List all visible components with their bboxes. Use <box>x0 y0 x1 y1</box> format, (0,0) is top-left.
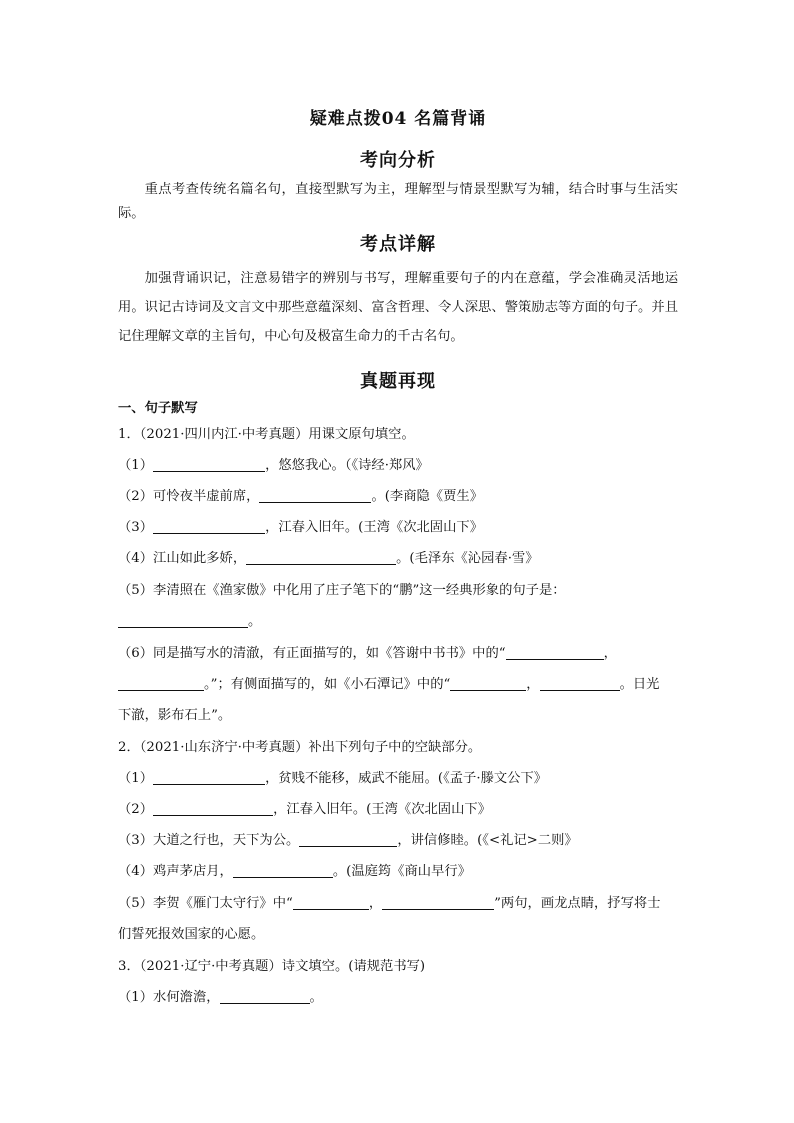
section-title-detail: 考点详解 <box>360 234 436 255</box>
q1-item-3: （3） ，江春入旧年。(王湾《次北固山下》 <box>118 520 483 535</box>
answer-blank[interactable] <box>246 549 396 565</box>
answer-blank[interactable] <box>220 988 310 1004</box>
section-title-analysis: 考向分析 <box>360 150 436 171</box>
answer-blank[interactable] <box>118 675 204 691</box>
q1-item-4: （4）江山如此多娇， 。(毛泽东《沁园春·雪》 <box>118 551 539 566</box>
q2-item-3: （3）大道之行也，天下为公。 ，讲信修睦。(《<礼记>二则》 <box>118 833 578 848</box>
q2-item-5: （5）李贺《雁门太守行》中“ ， ”两句，画龙点睛，抒写将士 <box>118 896 661 911</box>
answer-blank[interactable] <box>233 862 333 878</box>
q2-item-4: （4）鸡声茅店月， 。(温庭筠《商山早行》 <box>118 864 471 879</box>
analysis-paragraph: 重点考查传统名篇名句，直接型默写为主，理解型与情景型默写为辅，结合时事与生活实际。 <box>118 182 678 221</box>
q1-item-2: （2）可怜夜半虚前席， 。(李商隐《贾生》 <box>118 489 483 504</box>
answer-blank[interactable] <box>153 769 265 785</box>
answer-blank[interactable] <box>153 456 265 472</box>
q1-item-1: （1） ，悠悠我心。（《诗经·郑风》 <box>118 458 429 473</box>
q2-item-2: （2） ，江春入旧年。(王湾《次北固山下》 <box>118 802 491 817</box>
q3-item-1: （1）水何澹澹， 。 <box>118 990 323 1005</box>
answer-blank[interactable] <box>153 800 273 816</box>
q1-item-6-continued: 。”；有侧面描写的，如《小石潭记》中的“ ， 。日光 <box>118 675 678 695</box>
answer-blank[interactable] <box>506 644 604 660</box>
part-title-sentence-dictation: 一、句子默写 <box>118 401 198 416</box>
answer-blank[interactable] <box>259 487 371 503</box>
detail-paragraph: 加强背诵识记，注意易错字的辨别与书写，理解重要句子的内在意蕴，学会准确灵活地运用。识记古诗词及文言文中那些意蕴深刻、富含哲理、令人深思、警策励志等方面的句子。并且记住理解文章的主旨句，中心句及极富生命力的千古名句。 <box>118 271 678 344</box>
question-1-stem: 1．（2021·四川内江·中考真题）用课文原句填空。 <box>118 427 415 442</box>
answer-blank[interactable] <box>293 894 369 910</box>
answer-blank[interactable] <box>299 831 397 847</box>
answer-blank[interactable] <box>118 612 248 628</box>
answer-blank[interactable] <box>450 675 526 691</box>
answer-blank[interactable] <box>540 675 620 691</box>
document-title: 疑难点拨04 名篇背诵 <box>309 109 487 129</box>
q1-item-5-answer: 。 <box>118 612 678 632</box>
question-2-stem: 2．（2021·山东济宁·中考真题）补出下列句子中的空缺部分。 <box>118 740 482 755</box>
q1-item-5: （5）李清照在《渔家傲》中化用了庄子笔下的“鹏”这一经典形象的句子是： <box>118 583 566 598</box>
q1-item-6: （6）同是描写水的清澈，有正面描写的，如《答谢中书书》中的“ ， <box>118 646 617 661</box>
section-title-exam: 真题再现 <box>360 371 436 392</box>
answer-blank[interactable] <box>153 518 265 534</box>
q1-item-6-line3: 下澈，影布石上”。 <box>118 708 232 723</box>
question-3-stem: 3．（2021·辽宁·中考真题）诗文填空。(请规范书写) <box>118 959 426 974</box>
q2-item-1: （1） ，贫贱不能移，威武不能屈。(《孟子·滕文公下》 <box>118 771 548 786</box>
q2-item-5-line2: 们誓死报效国家的心愿。 <box>118 927 265 942</box>
answer-blank[interactable] <box>382 894 494 910</box>
